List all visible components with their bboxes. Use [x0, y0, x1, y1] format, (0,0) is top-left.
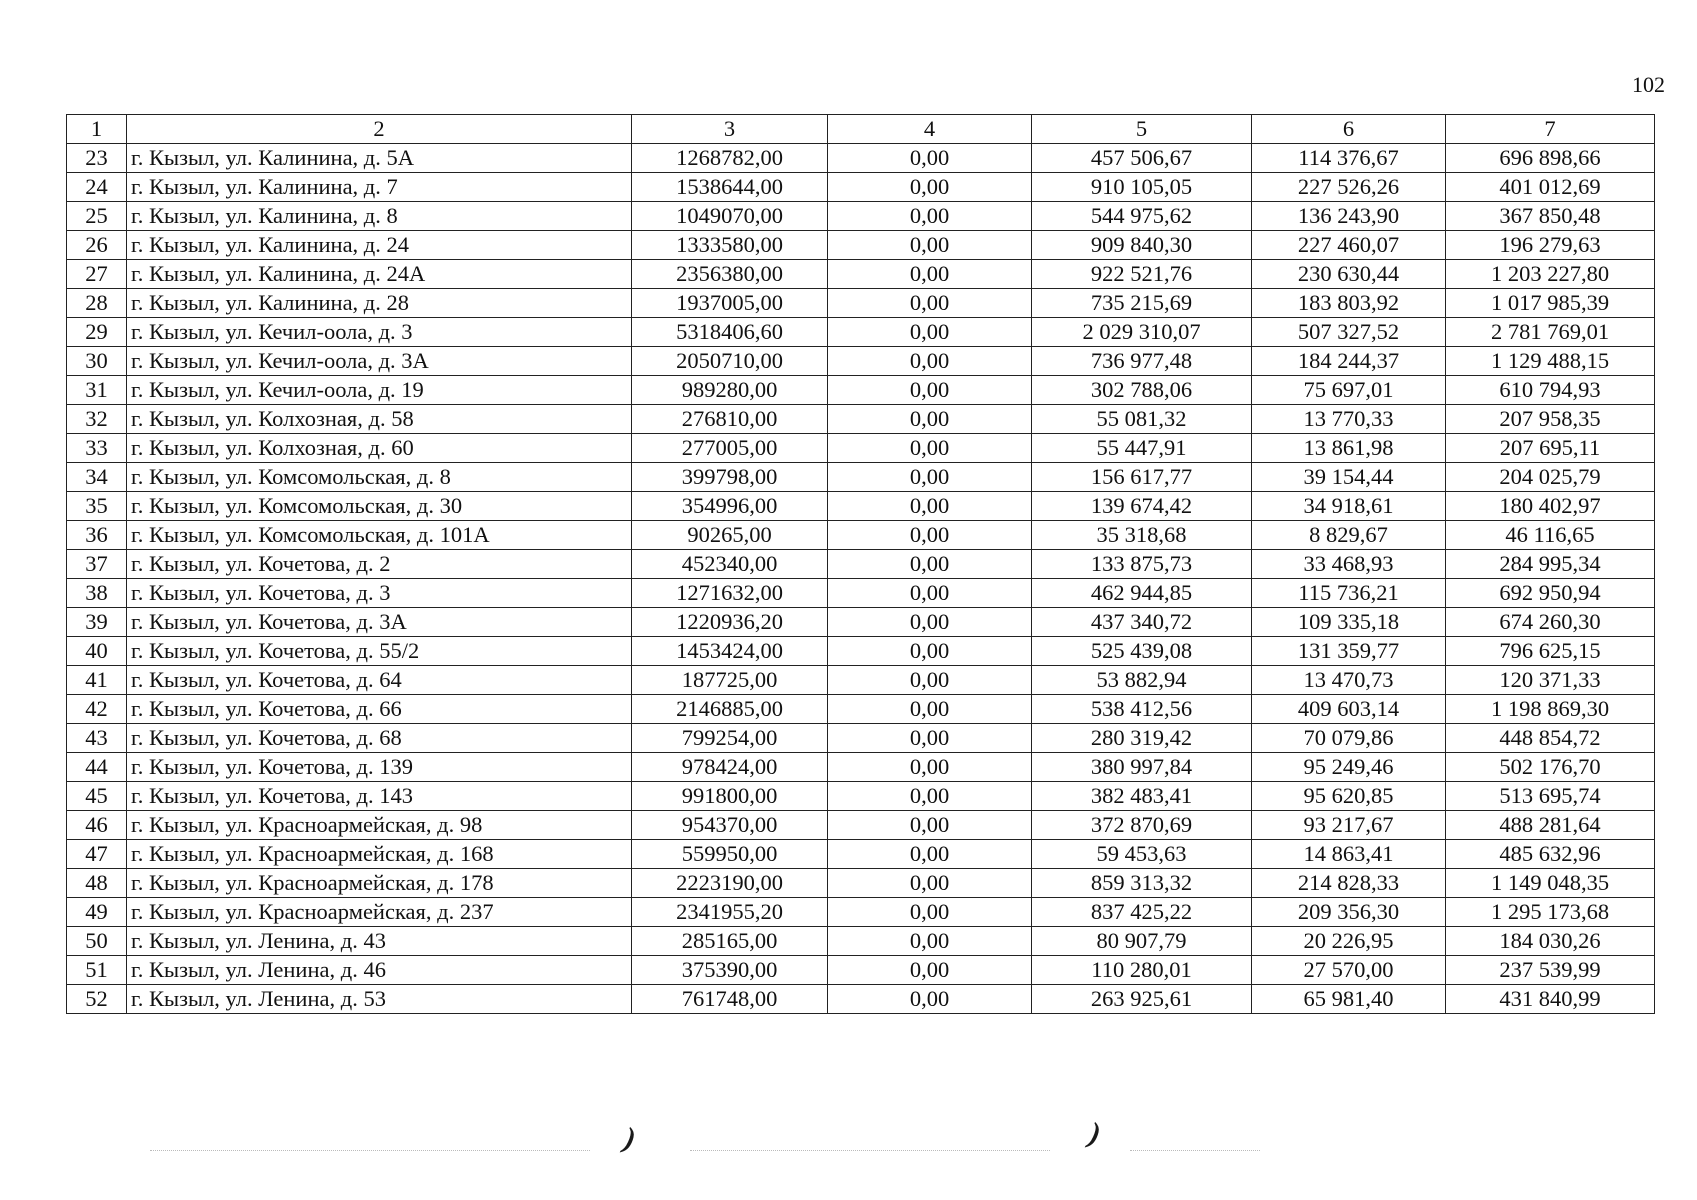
value-col-4-cell: 0,00: [828, 811, 1032, 840]
value-col-5-cell: 837 425,22: [1032, 898, 1252, 927]
value-col-3-cell: 761748,00: [632, 985, 828, 1014]
value-col-7-cell: 207 958,35: [1446, 405, 1655, 434]
row-number-cell: 33: [67, 434, 127, 463]
value-col-4-cell: 0,00: [828, 724, 1032, 753]
value-col-3-cell: 2223190,00: [632, 869, 828, 898]
table-row: [67, 985, 1655, 1014]
address-cell: г. Кызыл, ул. Комсомольская, д. 30: [127, 492, 632, 521]
table-row: [67, 608, 1655, 637]
value-col-5-cell: 380 997,84: [1032, 753, 1252, 782]
row-number-cell: 47: [67, 840, 127, 869]
value-col-5-cell: 302 788,06: [1032, 376, 1252, 405]
value-col-3-cell: 799254,00: [632, 724, 828, 753]
address-cell: г. Кызыл, ул. Кочетова, д. 66: [127, 695, 632, 724]
value-col-6-cell: 95 620,85: [1252, 782, 1446, 811]
value-col-7-cell: 207 695,11: [1446, 434, 1655, 463]
value-col-3-cell: 559950,00: [632, 840, 828, 869]
value-col-5-cell: 538 412,56: [1032, 695, 1252, 724]
value-col-4-cell: 0,00: [828, 695, 1032, 724]
value-col-6-cell: 109 335,18: [1252, 608, 1446, 637]
address-cell: г. Кызыл, ул. Кочетова, д. 2: [127, 550, 632, 579]
value-col-7-cell: 180 402,97: [1446, 492, 1655, 521]
row-number-cell: 44: [67, 753, 127, 782]
column-header-3: 3: [632, 115, 828, 144]
value-col-4-cell: 0,00: [828, 376, 1032, 405]
value-col-4-cell: 0,00: [828, 405, 1032, 434]
table-row: [67, 521, 1655, 550]
column-header-4: 4: [828, 115, 1032, 144]
value-col-7-cell: 120 371,33: [1446, 666, 1655, 695]
value-col-3-cell: 277005,00: [632, 434, 828, 463]
row-number-cell: 43: [67, 724, 127, 753]
table-row: [67, 492, 1655, 521]
value-col-3-cell: 978424,00: [632, 753, 828, 782]
value-col-5-cell: 35 318,68: [1032, 521, 1252, 550]
value-col-6-cell: 27 570,00: [1252, 956, 1446, 985]
column-header-6: 6: [1252, 115, 1446, 144]
table-row: [67, 782, 1655, 811]
address-cell: г. Кызыл, ул. Кочетова, д. 143: [127, 782, 632, 811]
scan-dots-left: [150, 1150, 590, 1152]
value-col-7-cell: 184 030,26: [1446, 927, 1655, 956]
value-col-5-cell: 55 447,91: [1032, 434, 1252, 463]
value-col-4-cell: 0,00: [828, 318, 1032, 347]
table-row: [67, 463, 1655, 492]
address-cell: г. Кызыл, ул. Кочетова, д. 139: [127, 753, 632, 782]
row-number-cell: 38: [67, 579, 127, 608]
address-cell: г. Кызыл, ул. Красноармейская, д. 168: [127, 840, 632, 869]
value-col-3-cell: 1453424,00: [632, 637, 828, 666]
table-row: [67, 869, 1655, 898]
value-col-6-cell: 114 376,67: [1252, 144, 1446, 173]
row-number-cell: 39: [67, 608, 127, 637]
value-col-4-cell: 0,00: [828, 492, 1032, 521]
value-col-7-cell: 1 295 173,68: [1446, 898, 1655, 927]
value-col-3-cell: 1333580,00: [632, 231, 828, 260]
row-number-cell: 42: [67, 695, 127, 724]
value-col-3-cell: 2341955,20: [632, 898, 828, 927]
table-row: [67, 434, 1655, 463]
row-number-cell: 48: [67, 869, 127, 898]
value-col-3-cell: 5318406,60: [632, 318, 828, 347]
value-col-5-cell: 53 882,94: [1032, 666, 1252, 695]
address-cell: г. Кызыл, ул. Кечил-оола, д. 19: [127, 376, 632, 405]
table-row: [67, 550, 1655, 579]
row-number-cell: 52: [67, 985, 127, 1014]
value-col-4-cell: 0,00: [828, 637, 1032, 666]
value-col-7-cell: 196 279,63: [1446, 231, 1655, 260]
value-col-7-cell: 448 854,72: [1446, 724, 1655, 753]
value-col-4-cell: 0,00: [828, 347, 1032, 376]
value-col-5-cell: 372 870,69: [1032, 811, 1252, 840]
value-col-3-cell: 399798,00: [632, 463, 828, 492]
value-col-6-cell: 13 770,33: [1252, 405, 1446, 434]
value-col-3-cell: 1049070,00: [632, 202, 828, 231]
value-col-6-cell: 34 918,61: [1252, 492, 1446, 521]
register-table: [66, 114, 1655, 1014]
address-cell: г. Кызыл, ул. Ленина, д. 43: [127, 927, 632, 956]
value-col-5-cell: 80 907,79: [1032, 927, 1252, 956]
value-col-3-cell: 276810,00: [632, 405, 828, 434]
column-header-5: 5: [1032, 115, 1252, 144]
value-col-6-cell: 184 244,37: [1252, 347, 1446, 376]
scan-dots-middle: [690, 1150, 1050, 1152]
row-number-cell: 49: [67, 898, 127, 927]
table-row: [67, 347, 1655, 376]
value-col-3-cell: 187725,00: [632, 666, 828, 695]
address-cell: г. Кызыл, ул. Кечил-оола, д. 3: [127, 318, 632, 347]
value-col-6-cell: 65 981,40: [1252, 985, 1446, 1014]
value-col-4-cell: 0,00: [828, 579, 1032, 608]
value-col-6-cell: 33 468,93: [1252, 550, 1446, 579]
value-col-5-cell: 139 674,42: [1032, 492, 1252, 521]
value-col-7-cell: 237 539,99: [1446, 956, 1655, 985]
value-col-7-cell: 46 116,65: [1446, 521, 1655, 550]
value-col-5-cell: 909 840,30: [1032, 231, 1252, 260]
value-col-5-cell: 735 215,69: [1032, 289, 1252, 318]
value-col-4-cell: 0,00: [828, 927, 1032, 956]
value-col-3-cell: 991800,00: [632, 782, 828, 811]
value-col-7-cell: 485 632,96: [1446, 840, 1655, 869]
value-col-6-cell: 39 154,44: [1252, 463, 1446, 492]
value-col-6-cell: 20 226,95: [1252, 927, 1446, 956]
value-col-4-cell: 0,00: [828, 840, 1032, 869]
value-col-5-cell: 457 506,67: [1032, 144, 1252, 173]
value-col-6-cell: 14 863,41: [1252, 840, 1446, 869]
value-col-3-cell: 2050710,00: [632, 347, 828, 376]
table-row: [67, 318, 1655, 347]
value-col-3-cell: 452340,00: [632, 550, 828, 579]
value-col-7-cell: 796 625,15: [1446, 637, 1655, 666]
column-header-2: 2: [127, 115, 632, 144]
value-col-4-cell: 0,00: [828, 608, 1032, 637]
address-cell: г. Кызыл, ул. Ленина, д. 53: [127, 985, 632, 1014]
value-col-3-cell: 375390,00: [632, 956, 828, 985]
value-col-4-cell: 0,00: [828, 898, 1032, 927]
value-col-7-cell: 1 129 488,15: [1446, 347, 1655, 376]
value-col-6-cell: 183 803,92: [1252, 289, 1446, 318]
value-col-4-cell: 0,00: [828, 173, 1032, 202]
table-row: [67, 956, 1655, 985]
address-cell: г. Кызыл, ул. Комсомольская, д. 101А: [127, 521, 632, 550]
row-number-cell: 35: [67, 492, 127, 521]
handwritten-mark-left: ): [621, 1121, 639, 1156]
value-col-4-cell: 0,00: [828, 753, 1032, 782]
table-header-row: [67, 115, 1655, 144]
value-col-4-cell: 0,00: [828, 869, 1032, 898]
table-row: [67, 724, 1655, 753]
row-number-cell: 28: [67, 289, 127, 318]
address-cell: г. Кызыл, ул. Колхозная, д. 60: [127, 434, 632, 463]
value-col-7-cell: 1 149 048,35: [1446, 869, 1655, 898]
row-number-cell: 25: [67, 202, 127, 231]
value-col-7-cell: 431 840,99: [1446, 985, 1655, 1014]
value-col-7-cell: 488 281,64: [1446, 811, 1655, 840]
value-col-4-cell: 0,00: [828, 434, 1032, 463]
value-col-4-cell: 0,00: [828, 985, 1032, 1014]
value-col-6-cell: 93 217,67: [1252, 811, 1446, 840]
value-col-7-cell: 401 012,69: [1446, 173, 1655, 202]
table-row: [67, 376, 1655, 405]
address-cell: г. Кызыл, ул. Кочетова, д. 68: [127, 724, 632, 753]
address-cell: г. Кызыл, ул. Комсомольская, д. 8: [127, 463, 632, 492]
value-col-3-cell: 354996,00: [632, 492, 828, 521]
value-col-5-cell: 859 313,32: [1032, 869, 1252, 898]
handwritten-mark-right: ): [1086, 1116, 1104, 1151]
value-col-3-cell: 2356380,00: [632, 260, 828, 289]
row-number-cell: 36: [67, 521, 127, 550]
table-row: [67, 231, 1655, 260]
address-cell: г. Кызыл, ул. Калинина, д. 8: [127, 202, 632, 231]
address-cell: г. Кызыл, ул. Колхозная, д. 58: [127, 405, 632, 434]
table-row: [67, 666, 1655, 695]
value-col-7-cell: 513 695,74: [1446, 782, 1655, 811]
value-col-4-cell: 0,00: [828, 521, 1032, 550]
value-col-5-cell: 156 617,77: [1032, 463, 1252, 492]
table-row: [67, 695, 1655, 724]
table-row: [67, 202, 1655, 231]
value-col-6-cell: 13 861,98: [1252, 434, 1446, 463]
value-col-3-cell: 954370,00: [632, 811, 828, 840]
value-col-3-cell: 90265,00: [632, 521, 828, 550]
row-number-cell: 46: [67, 811, 127, 840]
value-col-4-cell: 0,00: [828, 144, 1032, 173]
value-col-6-cell: 227 526,26: [1252, 173, 1446, 202]
value-col-7-cell: 1 198 869,30: [1446, 695, 1655, 724]
value-col-7-cell: 1 203 227,80: [1446, 260, 1655, 289]
column-header-1: 1: [67, 115, 127, 144]
table-row: [67, 405, 1655, 434]
value-col-4-cell: 0,00: [828, 463, 1032, 492]
value-col-7-cell: 204 025,79: [1446, 463, 1655, 492]
address-cell: г. Кызыл, ул. Красноармейская, д. 98: [127, 811, 632, 840]
value-col-6-cell: 115 736,21: [1252, 579, 1446, 608]
table-row: [67, 753, 1655, 782]
row-number-cell: 30: [67, 347, 127, 376]
value-col-4-cell: 0,00: [828, 666, 1032, 695]
value-col-6-cell: 230 630,44: [1252, 260, 1446, 289]
address-cell: г. Кызыл, ул. Калинина, д. 24: [127, 231, 632, 260]
value-col-4-cell: 0,00: [828, 289, 1032, 318]
value-col-7-cell: 610 794,93: [1446, 376, 1655, 405]
column-header-7: 7: [1446, 115, 1655, 144]
value-col-4-cell: 0,00: [828, 550, 1032, 579]
row-number-cell: 41: [67, 666, 127, 695]
value-col-4-cell: 0,00: [828, 956, 1032, 985]
value-col-5-cell: 2 029 310,07: [1032, 318, 1252, 347]
value-col-4-cell: 0,00: [828, 782, 1032, 811]
address-cell: г. Кызыл, ул. Кочетова, д. 55/2: [127, 637, 632, 666]
value-col-3-cell: 285165,00: [632, 927, 828, 956]
address-cell: г. Кызыл, ул. Калинина, д. 24А: [127, 260, 632, 289]
value-col-3-cell: 1220936,20: [632, 608, 828, 637]
value-col-3-cell: 1268782,00: [632, 144, 828, 173]
value-col-6-cell: 70 079,86: [1252, 724, 1446, 753]
row-number-cell: 32: [67, 405, 127, 434]
value-col-5-cell: 544 975,62: [1032, 202, 1252, 231]
value-col-6-cell: 95 249,46: [1252, 753, 1446, 782]
table-row: [67, 289, 1655, 318]
address-cell: г. Кызыл, ул. Красноармейская, д. 237: [127, 898, 632, 927]
value-col-5-cell: 910 105,05: [1032, 173, 1252, 202]
scan-dots-right: [1130, 1150, 1260, 1152]
value-col-5-cell: 462 944,85: [1032, 579, 1252, 608]
row-number-cell: 45: [67, 782, 127, 811]
row-number-cell: 23: [67, 144, 127, 173]
value-col-3-cell: 989280,00: [632, 376, 828, 405]
value-col-3-cell: 2146885,00: [632, 695, 828, 724]
value-col-6-cell: 507 327,52: [1252, 318, 1446, 347]
table-row: [67, 579, 1655, 608]
value-col-6-cell: 209 356,30: [1252, 898, 1446, 927]
value-col-6-cell: 227 460,07: [1252, 231, 1446, 260]
value-col-7-cell: 502 176,70: [1446, 753, 1655, 782]
row-number-cell: 24: [67, 173, 127, 202]
value-col-3-cell: 1937005,00: [632, 289, 828, 318]
address-cell: г. Кызыл, ул. Калинина, д. 5А: [127, 144, 632, 173]
value-col-5-cell: 133 875,73: [1032, 550, 1252, 579]
row-number-cell: 26: [67, 231, 127, 260]
value-col-5-cell: 110 280,01: [1032, 956, 1252, 985]
address-cell: г. Кызыл, ул. Кочетова, д. 64: [127, 666, 632, 695]
value-col-6-cell: 13 470,73: [1252, 666, 1446, 695]
value-col-5-cell: 263 925,61: [1032, 985, 1252, 1014]
table-row: [67, 173, 1655, 202]
address-cell: г. Кызыл, ул. Кочетова, д. 3А: [127, 608, 632, 637]
value-col-5-cell: 525 439,08: [1032, 637, 1252, 666]
value-col-4-cell: 0,00: [828, 260, 1032, 289]
value-col-5-cell: 55 081,32: [1032, 405, 1252, 434]
value-col-6-cell: 136 243,90: [1252, 202, 1446, 231]
row-number-cell: 34: [67, 463, 127, 492]
row-number-cell: 51: [67, 956, 127, 985]
address-cell: г. Кызыл, ул. Калинина, д. 7: [127, 173, 632, 202]
row-number-cell: 50: [67, 927, 127, 956]
value-col-6-cell: 131 359,77: [1252, 637, 1446, 666]
value-col-7-cell: 367 850,48: [1446, 202, 1655, 231]
table-row: [67, 260, 1655, 289]
value-col-7-cell: 692 950,94: [1446, 579, 1655, 608]
value-col-4-cell: 0,00: [828, 202, 1032, 231]
address-cell: г. Кызыл, ул. Кочетова, д. 3: [127, 579, 632, 608]
value-col-5-cell: 736 977,48: [1032, 347, 1252, 376]
value-col-5-cell: 437 340,72: [1032, 608, 1252, 637]
value-col-6-cell: 75 697,01: [1252, 376, 1446, 405]
value-col-4-cell: 0,00: [828, 231, 1032, 260]
table-row: [67, 927, 1655, 956]
page-number: 102: [1632, 72, 1665, 97]
value-col-5-cell: 922 521,76: [1032, 260, 1252, 289]
value-col-7-cell: 696 898,66: [1446, 144, 1655, 173]
row-number-cell: 27: [67, 260, 127, 289]
table-row: [67, 637, 1655, 666]
table-row: [67, 898, 1655, 927]
value-col-6-cell: 8 829,67: [1252, 521, 1446, 550]
address-cell: г. Кызыл, ул. Калинина, д. 28: [127, 289, 632, 318]
row-number-cell: 37: [67, 550, 127, 579]
row-number-cell: 29: [67, 318, 127, 347]
address-cell: г. Кызыл, ул. Красноармейская, д. 178: [127, 869, 632, 898]
value-col-6-cell: 214 828,33: [1252, 869, 1446, 898]
address-cell: г. Кызыл, ул. Ленина, д. 46: [127, 956, 632, 985]
address-cell: г. Кызыл, ул. Кечил-оола, д. 3А: [127, 347, 632, 376]
value-col-7-cell: 2 781 769,01: [1446, 318, 1655, 347]
value-col-5-cell: 59 453,63: [1032, 840, 1252, 869]
value-col-3-cell: 1271632,00: [632, 579, 828, 608]
value-col-3-cell: 1538644,00: [632, 173, 828, 202]
value-col-7-cell: 674 260,30: [1446, 608, 1655, 637]
row-number-cell: 31: [67, 376, 127, 405]
row-number-cell: 40: [67, 637, 127, 666]
value-col-7-cell: 1 017 985,39: [1446, 289, 1655, 318]
value-col-7-cell: 284 995,34: [1446, 550, 1655, 579]
table-row: [67, 811, 1655, 840]
value-col-6-cell: 409 603,14: [1252, 695, 1446, 724]
value-col-5-cell: 382 483,41: [1032, 782, 1252, 811]
table-row: [67, 144, 1655, 173]
value-col-5-cell: 280 319,42: [1032, 724, 1252, 753]
table-row: [67, 840, 1655, 869]
